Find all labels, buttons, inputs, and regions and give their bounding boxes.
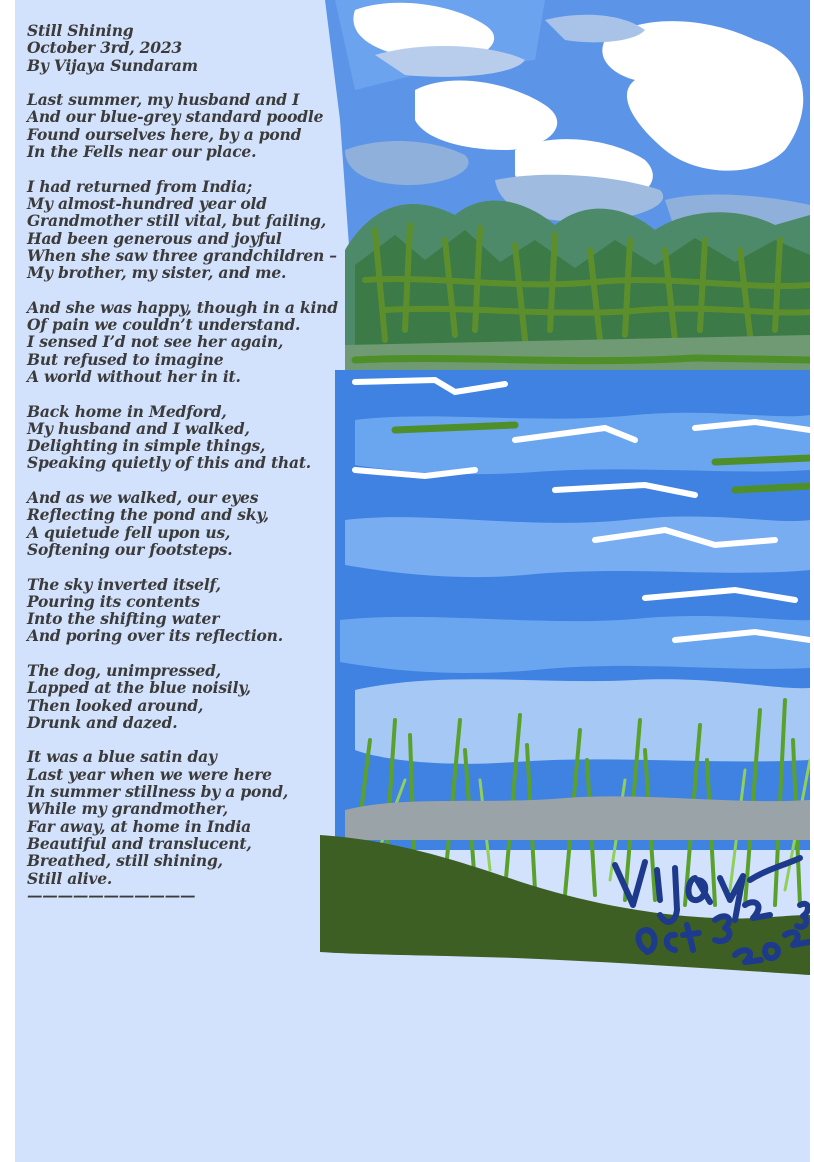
stanza-break	[27, 281, 347, 298]
stanza-break	[27, 160, 347, 177]
poem-line: In the Fells near our place.	[27, 142, 257, 162]
poem-line: Found ourselves here, by a pond	[27, 124, 302, 144]
poem-line: Back home in Medford,	[27, 401, 227, 421]
poem-line: I had returned from India;	[27, 176, 252, 196]
poem-line: I sensed I’d not see her again,	[27, 332, 284, 352]
poem-line: In summer stillness by a pond,	[27, 782, 289, 802]
poem-line: Beautiful and translucent,	[27, 833, 252, 853]
stanza-break	[27, 731, 347, 748]
poem-line: Softening our footsteps.	[27, 539, 233, 559]
poem-line: Into the shifting water	[27, 609, 220, 629]
poem-line: But refused to imagine	[27, 349, 224, 369]
poem-line: The sky inverted itself,	[27, 574, 221, 594]
stanza-break	[27, 74, 347, 91]
poem-line: Last summer, my husband and I	[27, 90, 300, 110]
poem-line: Grandmother still vital, but failing,	[27, 211, 327, 231]
poem-line: A world without her in it.	[27, 366, 241, 386]
poem-line: And our blue-grey standard poodle	[27, 107, 324, 127]
poem-line: And poring over its reflection.	[27, 626, 283, 646]
rocks	[345, 796, 810, 840]
poem-line: My husband and I walked,	[27, 418, 250, 438]
poem-line: Had been generous and joyful	[27, 228, 282, 248]
poem-line: And she was happy, though in a kind	[27, 297, 338, 317]
poem-line: My almost-hundred year old	[27, 193, 267, 213]
poem-line: Still alive.	[27, 868, 113, 888]
poem-line: Speaking quietly of this and that.	[27, 453, 311, 473]
stanza-break	[27, 385, 347, 402]
poem-line: While my grandmother,	[27, 799, 228, 819]
poem-line: When she saw three grandchildren –	[27, 245, 337, 265]
poem-line: The dog, unimpressed,	[27, 660, 221, 680]
poem-line: My brother, my sister, and me.	[27, 263, 287, 283]
pond-painting	[315, 0, 810, 980]
poem-line: Drunk and dazed.	[27, 712, 178, 732]
poem-line: Pouring its contents	[27, 591, 200, 611]
poem-line: Delighting in simple things,	[27, 436, 266, 456]
poem-line: Last year when we were here	[27, 764, 272, 784]
poem-line: Of pain we couldn’t understand.	[27, 315, 301, 335]
water-light	[345, 516, 810, 577]
poem-line: It was a blue satin day	[27, 747, 217, 767]
end-rule: ———————————	[27, 885, 196, 905]
poem-line: Reflecting the pond and sky,	[27, 505, 269, 525]
water-light	[340, 616, 810, 673]
poem-line: Far away, at home in India	[27, 816, 252, 836]
poem-line: A quietude fell upon us,	[27, 522, 231, 542]
poem-line: Lapped at the blue noisily,	[27, 678, 251, 698]
poem-line: Then looked around,	[27, 695, 204, 715]
poem-date: October 3rd, 2023	[27, 38, 183, 58]
water-pale	[355, 679, 810, 764]
stanza-break	[27, 558, 347, 575]
poem-author: By Vijaya Sundaram	[27, 55, 198, 75]
poem-title: Still Shining	[27, 21, 134, 40]
stanza-break	[27, 472, 347, 489]
poem-line: And as we walked, our eyes	[27, 488, 259, 508]
poem-text	[27, 22, 347, 904]
page	[15, 0, 810, 1162]
poem-line: Breathed, still shining,	[27, 851, 223, 871]
stanza-break	[27, 645, 347, 662]
